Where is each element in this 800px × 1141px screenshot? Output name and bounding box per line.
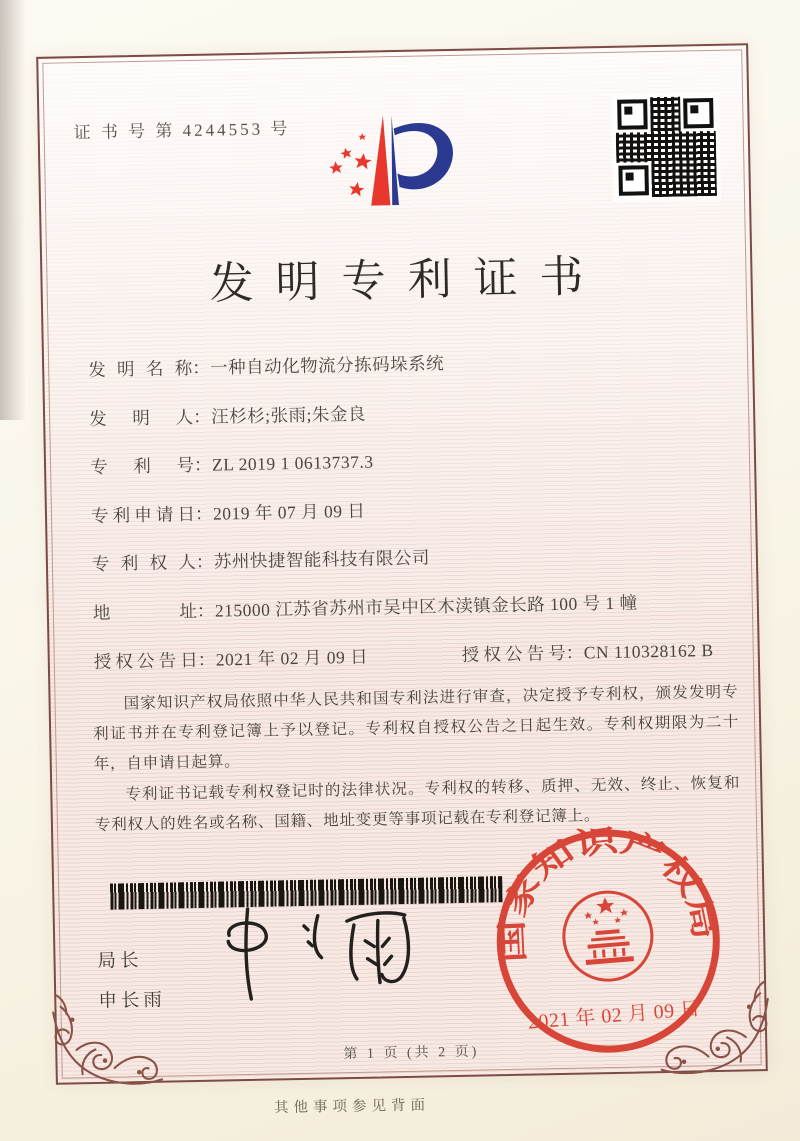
field-label: 发明名称 bbox=[88, 357, 193, 380]
field-value: 苏州快捷智能科技有限公司 bbox=[213, 547, 431, 572]
back-note: 其他事项参见背面 bbox=[273, 1097, 431, 1117]
field-colon: ： bbox=[196, 600, 215, 621]
patent-certificate bbox=[36, 43, 768, 1084]
legal-text bbox=[92, 678, 741, 841]
commissioner-title: 局长 bbox=[97, 951, 143, 972]
commissioner-name: 申长雨 bbox=[98, 990, 167, 1012]
certificate-title: 发明专利证书 bbox=[209, 252, 606, 309]
field-colon: ： bbox=[565, 642, 584, 663]
field-label: 地址 bbox=[92, 600, 198, 623]
qr-finder-icon bbox=[617, 99, 648, 130]
field-label: 发明人 bbox=[88, 406, 194, 429]
field-label: 授权公告号 bbox=[461, 642, 566, 665]
field-colon: ： bbox=[197, 649, 216, 670]
field-value: 2019 年 07 月 09 日 bbox=[212, 500, 366, 524]
field-label: 授权公告日 bbox=[93, 649, 198, 672]
seal-ring-text: 国家知识产权局 bbox=[494, 823, 721, 964]
field-value: 2021 年 02 月 09 日 bbox=[215, 646, 369, 670]
certificate-number: 证 书 号 第 4244553 号 bbox=[73, 119, 291, 143]
field-colon: ： bbox=[192, 406, 211, 427]
svg-text:国家知识产权局 bbox=[486, 815, 724, 965]
page-number: 第 1 页 (共 2 页) bbox=[343, 1044, 480, 1063]
field-colon: ： bbox=[195, 551, 214, 573]
field-label: 专利申请日 bbox=[90, 503, 196, 526]
qr-code bbox=[615, 96, 717, 198]
qr-finder-icon bbox=[618, 165, 649, 196]
corner-flourish-icon bbox=[47, 957, 182, 1092]
legal-paragraph-1: 国家知识产权局依照中华人民共和国专利法进行审查，决定授予专利权，颁发发明专利证书并在专利登记簿上予以登记。专利权自授权公告之日起生效。专利权期限为二十年，自申请日起算。 bbox=[93, 683, 740, 774]
corner-flourish-icon bbox=[640, 946, 775, 1081]
commissioner-signature bbox=[206, 891, 452, 1022]
field-label: 专利号 bbox=[89, 455, 195, 478]
field-value: ZL 2019 1 0613737.3 bbox=[211, 451, 374, 475]
cnipa-logo-icon bbox=[307, 102, 481, 223]
qr-finder-icon bbox=[683, 98, 714, 129]
field-list bbox=[88, 334, 732, 686]
field-value: 汪杉杉;张雨;朱金良 bbox=[210, 403, 367, 427]
field-label: 专利权人 bbox=[91, 552, 197, 575]
field-value: CN 110328162 B bbox=[583, 639, 714, 663]
field-colon: ： bbox=[193, 454, 212, 476]
field-colon: ： bbox=[192, 357, 210, 378]
field-value: 215000 江苏省苏州市吴中区木渎镇金长路 100 号 1 幢 bbox=[214, 592, 638, 621]
seal-date: 2021 年 02 月 09 日 bbox=[527, 997, 702, 1034]
legal-paragraph-2: 专利证书记载专利权登记时的法律状况。专利权的转移、质押、无效、终止、恢复和专利权人的姓名或名称、国籍、地址变更等事项记载在专利登记簿上。 bbox=[94, 774, 741, 834]
field-grant-date bbox=[94, 646, 369, 671]
field-grant-publication-number bbox=[461, 626, 714, 679]
field-colon: ： bbox=[194, 503, 213, 524]
field-value: 一种自动化物流分拣码垛系统 bbox=[210, 353, 445, 378]
